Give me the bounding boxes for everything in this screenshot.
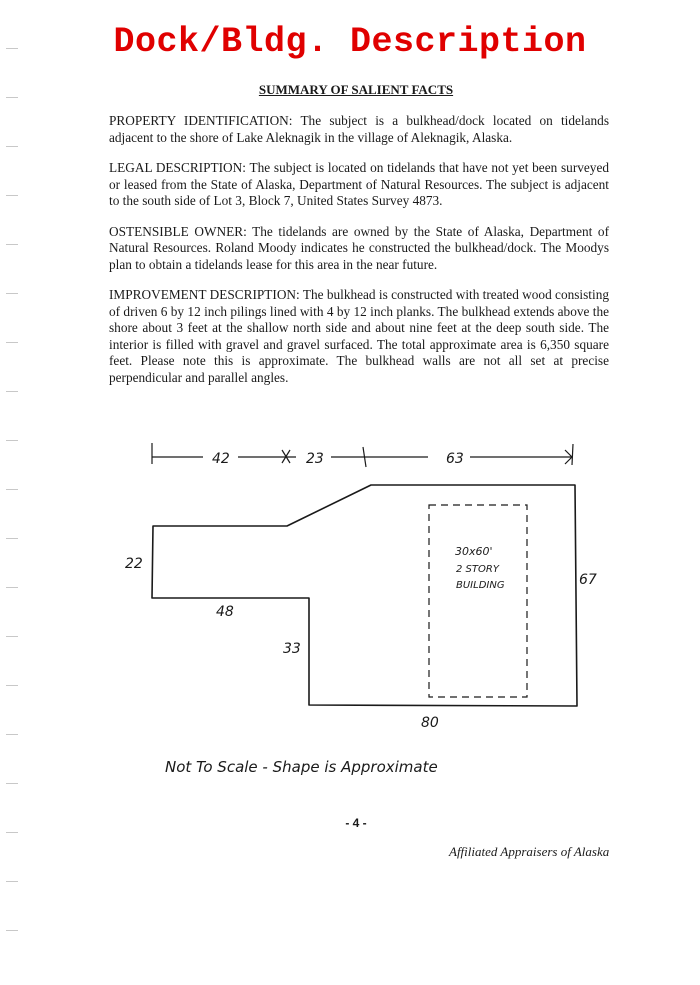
property-identification-paragraph: PROPERTY IDENTIFICATION: The subject is a bulkhead/dock located on tidelands adjacent to the shore of Lake Aleknagik in the village of Aleknagik, Alaska. <box>109 113 609 145</box>
dim-bottom: 80 <box>421 715 439 731</box>
dim-top-right: 63 <box>446 451 464 467</box>
dim-top-middle: 23 <box>306 451 324 467</box>
binder-mark <box>6 391 18 392</box>
summary-body <box>109 113 609 400</box>
binder-mark <box>6 244 18 245</box>
bulkhead-outline <box>152 485 577 706</box>
building-story-label: 2 STORY <box>456 564 499 575</box>
site-sketch <box>0 430 700 790</box>
footer-firm-name: Affiliated Appraisers of Alaska <box>449 844 610 859</box>
dim-step-vertical: 33 <box>283 641 301 657</box>
dim-step-horizontal: 48 <box>216 604 234 620</box>
binder-mark <box>6 342 18 343</box>
binder-mark <box>6 293 18 294</box>
legal-description-paragraph: LEGAL DESCRIPTION: The subject is located on tidelands that have not yet been surveyed or leased from the State of Alaska, Department of Natural Resources. The subject is adjacent to the south side of Lot 3, Block 7, United States Survey 4873. <box>109 160 609 208</box>
binder-mark <box>6 146 18 147</box>
building-footprint <box>429 505 527 697</box>
binder-mark <box>6 881 18 882</box>
page-number: - 4 - <box>345 816 367 830</box>
improvement-description-paragraph: IMPROVEMENT DESCRIPTION: The bulkhead is constructed with treated wood consisting of driven 6 by 12 inch pilings lined with 4 by 12 inch planks. The bulkhead extends above the shore about 3 feet at the shallow north side and about nine feet at the deep south side. The interior is filled with gravel and gravel surfaced. The total approximate area is 6,350 square feet. Please note this is approximate. The bulkhead walls are not all set at precise perpendicular and parallel angles. <box>109 287 609 385</box>
binder-mark <box>6 195 18 196</box>
dim-right: 67 <box>579 572 597 588</box>
dim-left: 22 <box>125 556 143 572</box>
page-banner-title: Dock/Bldg. Description <box>113 22 587 62</box>
sketch-note: Not To Scale - Shape is Approximate <box>165 758 438 776</box>
building-size-label: 30x60' <box>455 545 493 558</box>
dim-top-left: 42 <box>212 451 230 467</box>
binder-mark <box>6 832 18 833</box>
ostensible-owner-paragraph: OSTENSIBLE OWNER: The tidelands are owned by the State of Alaska, Department of Natural Resources. Roland Moody indicates he constructed the bulkhead/dock. The Moodys plan to obtain a tidelands lease for this area in the near future. <box>109 223 609 272</box>
building-type-label: BUILDING <box>456 580 505 591</box>
binder-mark <box>6 930 18 931</box>
summary-title: SUMMARY OF SALIENT FACTS <box>258 82 454 97</box>
